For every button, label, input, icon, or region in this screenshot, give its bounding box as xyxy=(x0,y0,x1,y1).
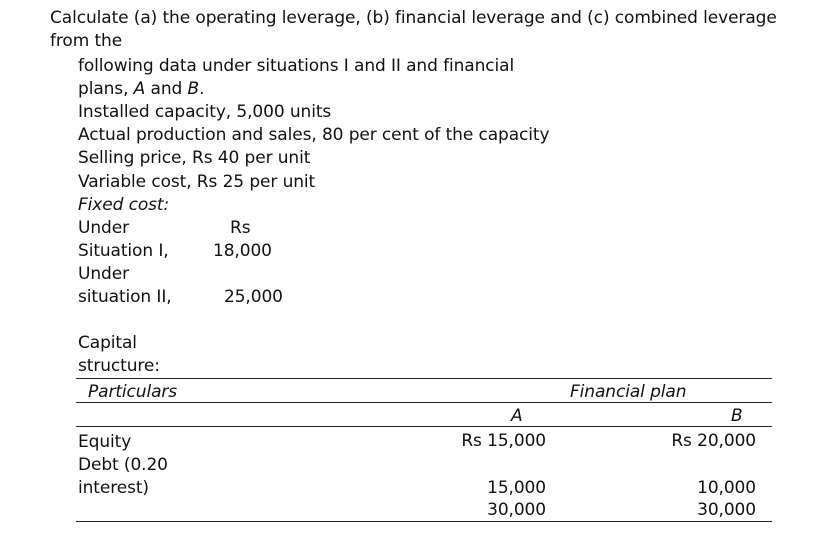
situation-1-label: Situation I, xyxy=(78,241,169,261)
col-a-header: A xyxy=(511,406,523,426)
row-debt-b: 10,000 xyxy=(697,478,756,498)
fixed-cost-heading: Fixed cost: xyxy=(78,195,170,215)
row-equity-label: Equity xyxy=(78,432,132,452)
col-financial-plan-header: Financial plan xyxy=(570,382,687,402)
situation-2-label: situation II, xyxy=(78,287,172,307)
table-header-rule xyxy=(76,402,772,403)
fixed-cost-under-label-2: Under xyxy=(78,264,129,284)
total-b: 30,000 xyxy=(697,500,756,520)
fixed-cost-currency-header: Rs xyxy=(230,218,251,238)
row-equity-a: Rs 15,000 xyxy=(461,431,546,451)
situation-1-value: 18,000 xyxy=(213,241,272,261)
row-debt-interest-label: interest) xyxy=(78,478,149,498)
total-a: 30,000 xyxy=(487,500,546,520)
plan-b-label: B xyxy=(187,79,200,99)
variable-cost: Variable cost, Rs 25 per unit xyxy=(78,172,316,192)
row-equity-b: Rs 20,000 xyxy=(671,431,756,451)
data-intro-line: following data under situations I and II and financial xyxy=(78,56,515,76)
question-line-1: Calculate (a) the operating leverage, (b) financial leverage and (c) combined leverage xyxy=(50,8,777,28)
data-plans-line xyxy=(78,78,204,100)
capital-structure-heading-1: Capital xyxy=(78,333,137,353)
question-line-2: from the xyxy=(50,31,123,51)
col-particulars-header: Particulars xyxy=(88,382,178,402)
plan-a-label: A xyxy=(133,79,146,99)
table-bottom-rule xyxy=(76,521,772,522)
row-debt-label: Debt (0.20 xyxy=(78,455,168,475)
capital-structure-heading-2: structure: xyxy=(78,356,160,376)
row-debt-a: 15,000 xyxy=(487,478,546,498)
table-top-rule xyxy=(76,378,772,379)
plans-prefix: plans, xyxy=(78,79,134,99)
situation-2-value: 25,000 xyxy=(224,287,283,307)
actual-production: Actual production and sales, 80 per cent of the capacity xyxy=(78,125,550,145)
plans-suffix: . xyxy=(199,79,205,99)
installed-capacity: Installed capacity, 5,000 units xyxy=(78,102,332,122)
table-subheader-rule xyxy=(76,426,772,427)
fixed-cost-under-label: Under xyxy=(78,218,129,238)
col-b-header: B xyxy=(731,406,743,426)
plans-and: and xyxy=(145,79,188,99)
selling-price: Selling price, Rs 40 per unit xyxy=(78,148,311,168)
